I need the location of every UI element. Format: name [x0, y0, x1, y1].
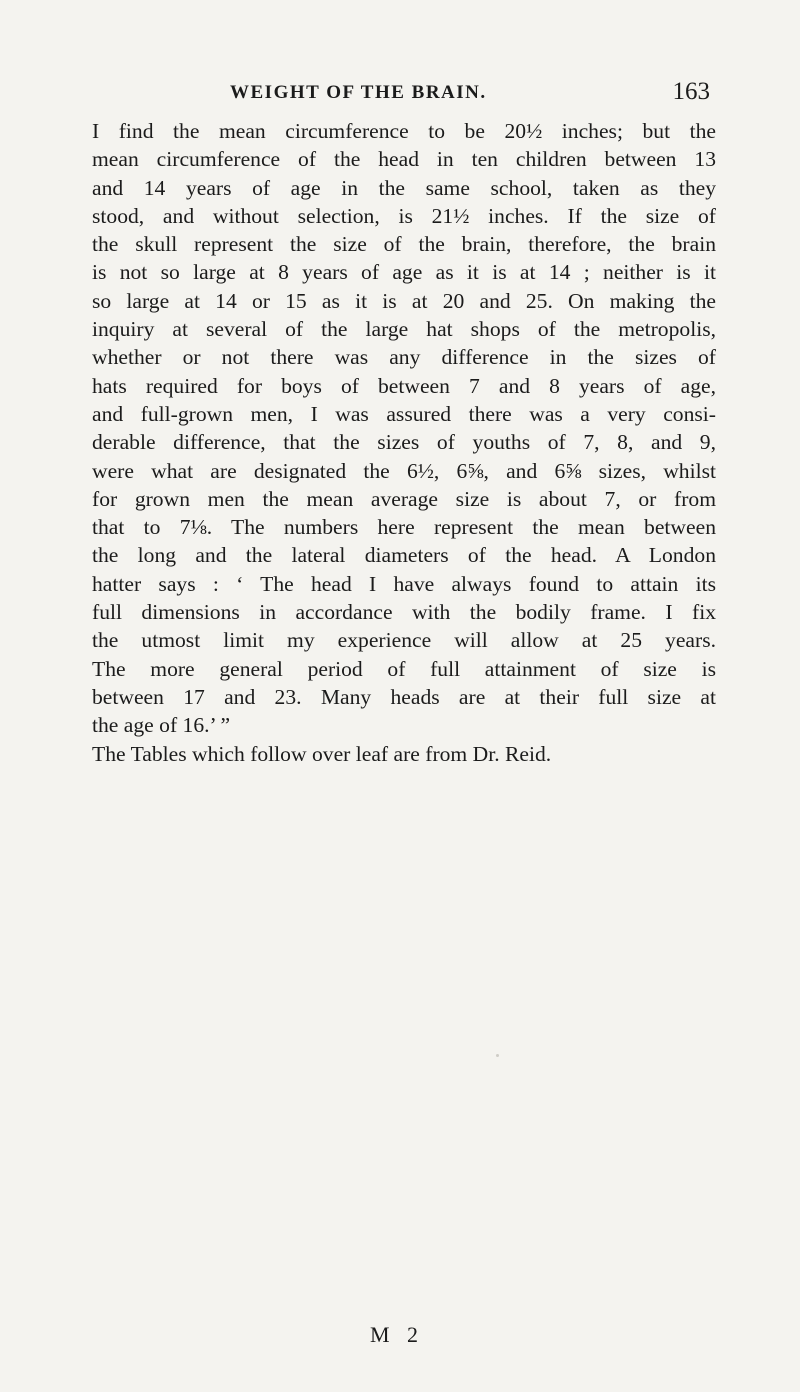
text-line: the long and the lateral diameters of the head. A London [92, 543, 716, 568]
text-line: the utmost limit my experience will allow at 25 years. [92, 628, 716, 653]
text-line: and full-grown men, I was assured there was a very consi- [92, 401, 716, 426]
text-line: that to 7⅛. The numbers here represent the mean between [92, 515, 716, 540]
text-line: hatter says : ‘ The head I have always found to attain its [92, 571, 716, 596]
text-line: derable difference, that the sizes of youths of 7, 8, and 9, [92, 430, 716, 455]
running-title: WEIGHT OF THE BRAIN. [230, 82, 487, 103]
text-line: so large at 14 or 15 as it is at 20 and 25. On making the [92, 288, 716, 313]
text-line: is not so large at 8 years of age as it is at 14 ; neither is it [92, 260, 716, 285]
signature-mark: M 2 [370, 1322, 425, 1347]
page-number: 163 [672, 78, 710, 105]
text-line: The Tables which follow over leaf are from Dr. Reid. [92, 741, 552, 766]
text-line: between 17 and 23. Many heads are at their full size at [92, 684, 716, 709]
text-line: and 14 years of age in the same school, taken as they [92, 175, 716, 200]
running-head [0, 78, 800, 112]
text-line: stood, and without selection, is 21½ inches. If the size of [92, 203, 716, 228]
text-line: whether or not there was any difference in the sizes of [92, 345, 716, 370]
text-line: the age of 16.’ ” [92, 713, 231, 738]
text-line: the skull represent the size of the brain, therefore, the brain [92, 232, 716, 257]
body-text [92, 117, 716, 768]
text-line: hats required for boys of between 7 and 8 years of age, [92, 373, 716, 398]
text-line: I find the mean circumference to be 20½ inches; but the [92, 119, 716, 143]
text-line: inquiry at several of the large hat shops of the metropolis, [92, 317, 716, 342]
text-line: for grown men the mean average size is about 7, or from [92, 486, 716, 511]
paper-speck [496, 1054, 499, 1057]
text-line: The more general period of full attainment of size is [92, 656, 716, 681]
text-line: mean circumference of the head in ten children between 13 [92, 147, 716, 172]
text-line: were what are designated the 6½, 6⅝, and 6⅝ sizes, whilst [92, 458, 716, 483]
text-line: full dimensions in accordance with the bodily frame. I fix [92, 600, 716, 625]
